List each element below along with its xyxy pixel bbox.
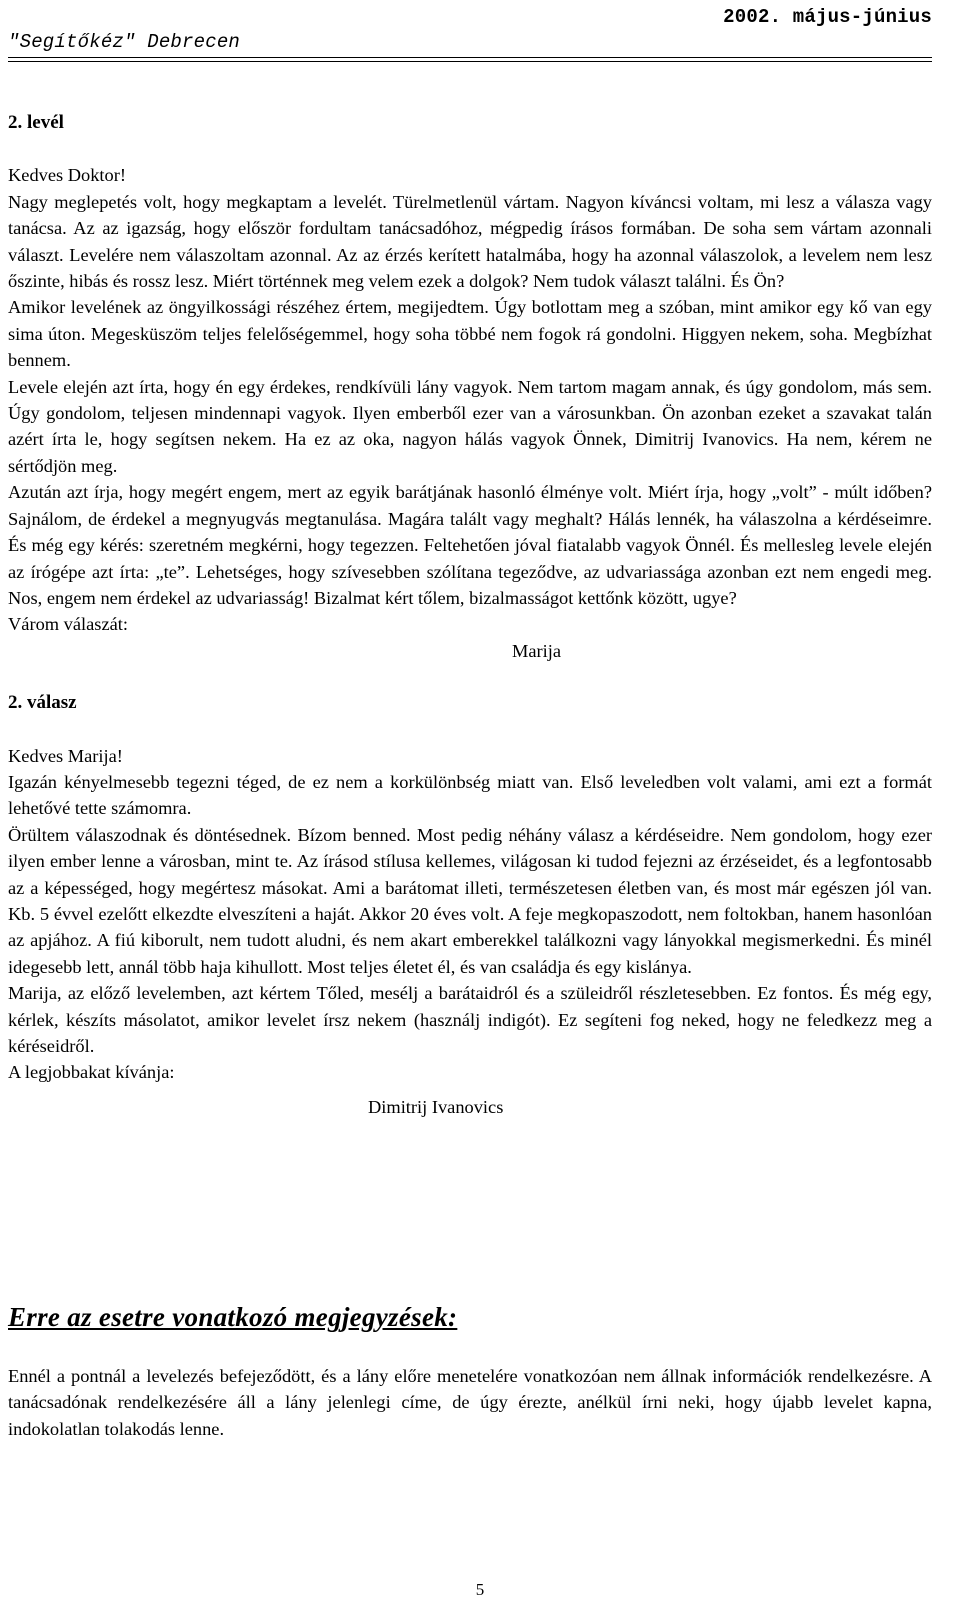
letter-paragraph: Azután azt írja, hogy megért engem, mert az egyik barátjának hasonló élménye volt. Miért írja, hogy „volt” - múlt időben? Sajnálom, de érdekel a megnyugvás megtanulása. Magára talált vagy meghalt? Hálás lennék, ha válaszolna a kérdéseimre. És még egy kérés: szeretném megkérni, hogy tegezzen. Feltehetően jóval fiatalabb vagyok Önnél. És mellesleg levele elején az írógépe azt írta: „te”. Lehetséges, hogy szívesebben szólítana tegeződve, az udvariassága azonban ezt nem engedi meg. Nos, engem nem érdekel az udvariasság! Bizalmat kért tőlem, bizalmasságot kettőnk között, ugye? xyxy=(8,482,932,608)
letter-closing: Várom válaszát: xyxy=(8,614,128,635)
header-divider xyxy=(8,57,932,62)
reply-closing: A legjobbakat kívánja: xyxy=(8,1062,175,1083)
notes-paragraph: Ennél a pontnál a levelezés befejeződött, és a lány előre menetelére vonatkozóan nem állnak információk rendelkezésre. A tanácsadónak rendelkezésére áll a lány jelenlegi címe, de úgy érezte, anélkül írni neki, hogy újabb levelet kapna, indokolatlan tolakodás lenne. xyxy=(8,1366,932,1439)
letter-heading: 2. levél xyxy=(8,112,64,133)
letter-greeting: Kedves Doktor! xyxy=(8,165,126,186)
letter-signature: Marija xyxy=(512,640,562,661)
header-organization: "Segítőkéz" Debrecen xyxy=(8,31,241,53)
letters-body xyxy=(8,110,932,1120)
notes-title: Erre az esetre vonatkozó megjegyzések: xyxy=(8,1302,458,1332)
letter-paragraph: Amikor levelének az öngyilkossági részéhez értem, megijedtem. Úgy botlottam meg a szóban, mint amikor egy kő van egy sima úton. Megesküszöm teljes felelőségemmel, hogy soha többé nem fogok rá gondolni. Higgyen nekem, soha. Megbízhat bennem. xyxy=(8,297,932,371)
reply-greeting: Kedves Marija! xyxy=(8,745,123,766)
reply-paragraph: Örültem válaszodnak és döntésednek. Bízom benned. Most pedig néhány válasz a kérdéseidre. Nem gondolom, hogy ezer ilyen ember lenne a városban, mint te. Az írásod stílusa kellemes, világosan ki tudod fejezni az érzéseidet, és a legfontosabb az a képességed, hogy megértesz másokat. Ami a barátomat illeti, természetesen életben van, és most már egészen jól van. Kb. 5 évvel ezelőtt elkezdte elveszíteni a haját. Akkor 20 éves volt. A feje megkopaszodott, nem foltokban, hanem hasonlóan az apjához. A fiú kiborult, nem tudott aludni, és nem akart emberekkel találkozni vagy lányokkal megismerkedni. És minél idegesebb lett, annál több haja kihullott. Most teljes életet él, és van családja és egy kislánya. xyxy=(8,824,932,977)
notes-body xyxy=(8,1363,932,1442)
reply-paragraph: Marija, az előző levelemben, azt kértem Tőled, mesélj a barátaidról és a szüleidről részletesebben. Ez fontos. És még egy, kérlek, készíts másolatot, amikor levelet írsz nekem (használj indigót). Ez segíteni fog neked, hogy ne feledkezz meg a kéréseidről. xyxy=(8,983,932,1056)
reply-paragraph: Igazán kényelmesebb tegezni téged, de ez nem a korkülönbség miatt van. Első leveledben volt valami, ami ezt a formát lehetővé tette számomra. xyxy=(8,771,932,819)
letter-paragraph: Nagy meglepetés volt, hogy megkaptam a levelét. Türelmetlenül vártam. Nagyon kíváncsi voltam, mi lesz a válasza vagy tanácsa. Az az igazság, hogy először fordultam tanácsadóhoz, mégpedig írásos formában. De soha sem vártam azonnali választ. Levelére nem válaszoltam azonnal. Az az érzés kerített hatalmába, hogy ha azonnal válaszolok, a levelem nem lesz őszinte, hibás és rossz lesz. Miért történnek meg velem ezek a dolgok? Nem tudok választ találni. És Ön? xyxy=(8,191,932,292)
reply-signature: Dimitrij Ivanovics xyxy=(368,1096,504,1117)
page-number: 5 xyxy=(475,1580,485,1599)
letter-paragraph: Levele elején azt írta, hogy én egy érdekes, rendkívüli lány vagyok. Nem tartom magam annak, és úgy gondolom, más sem. Úgy gondolom, teljesen mindennapi vagyok. Ilyen emberből ezer van a városunkban. Ön azonban ezeket a szavakat talán azért írta le, hogy segítsen nekem. Ha ez az oka, nagyon hálás vagyok Önnek, Dimitrij Ivanovics. Ha nem, kérem ne sértődjön meg. xyxy=(8,376,932,476)
header-date: 2002. május-június xyxy=(723,6,932,28)
reply-heading: 2. válasz xyxy=(8,692,77,714)
